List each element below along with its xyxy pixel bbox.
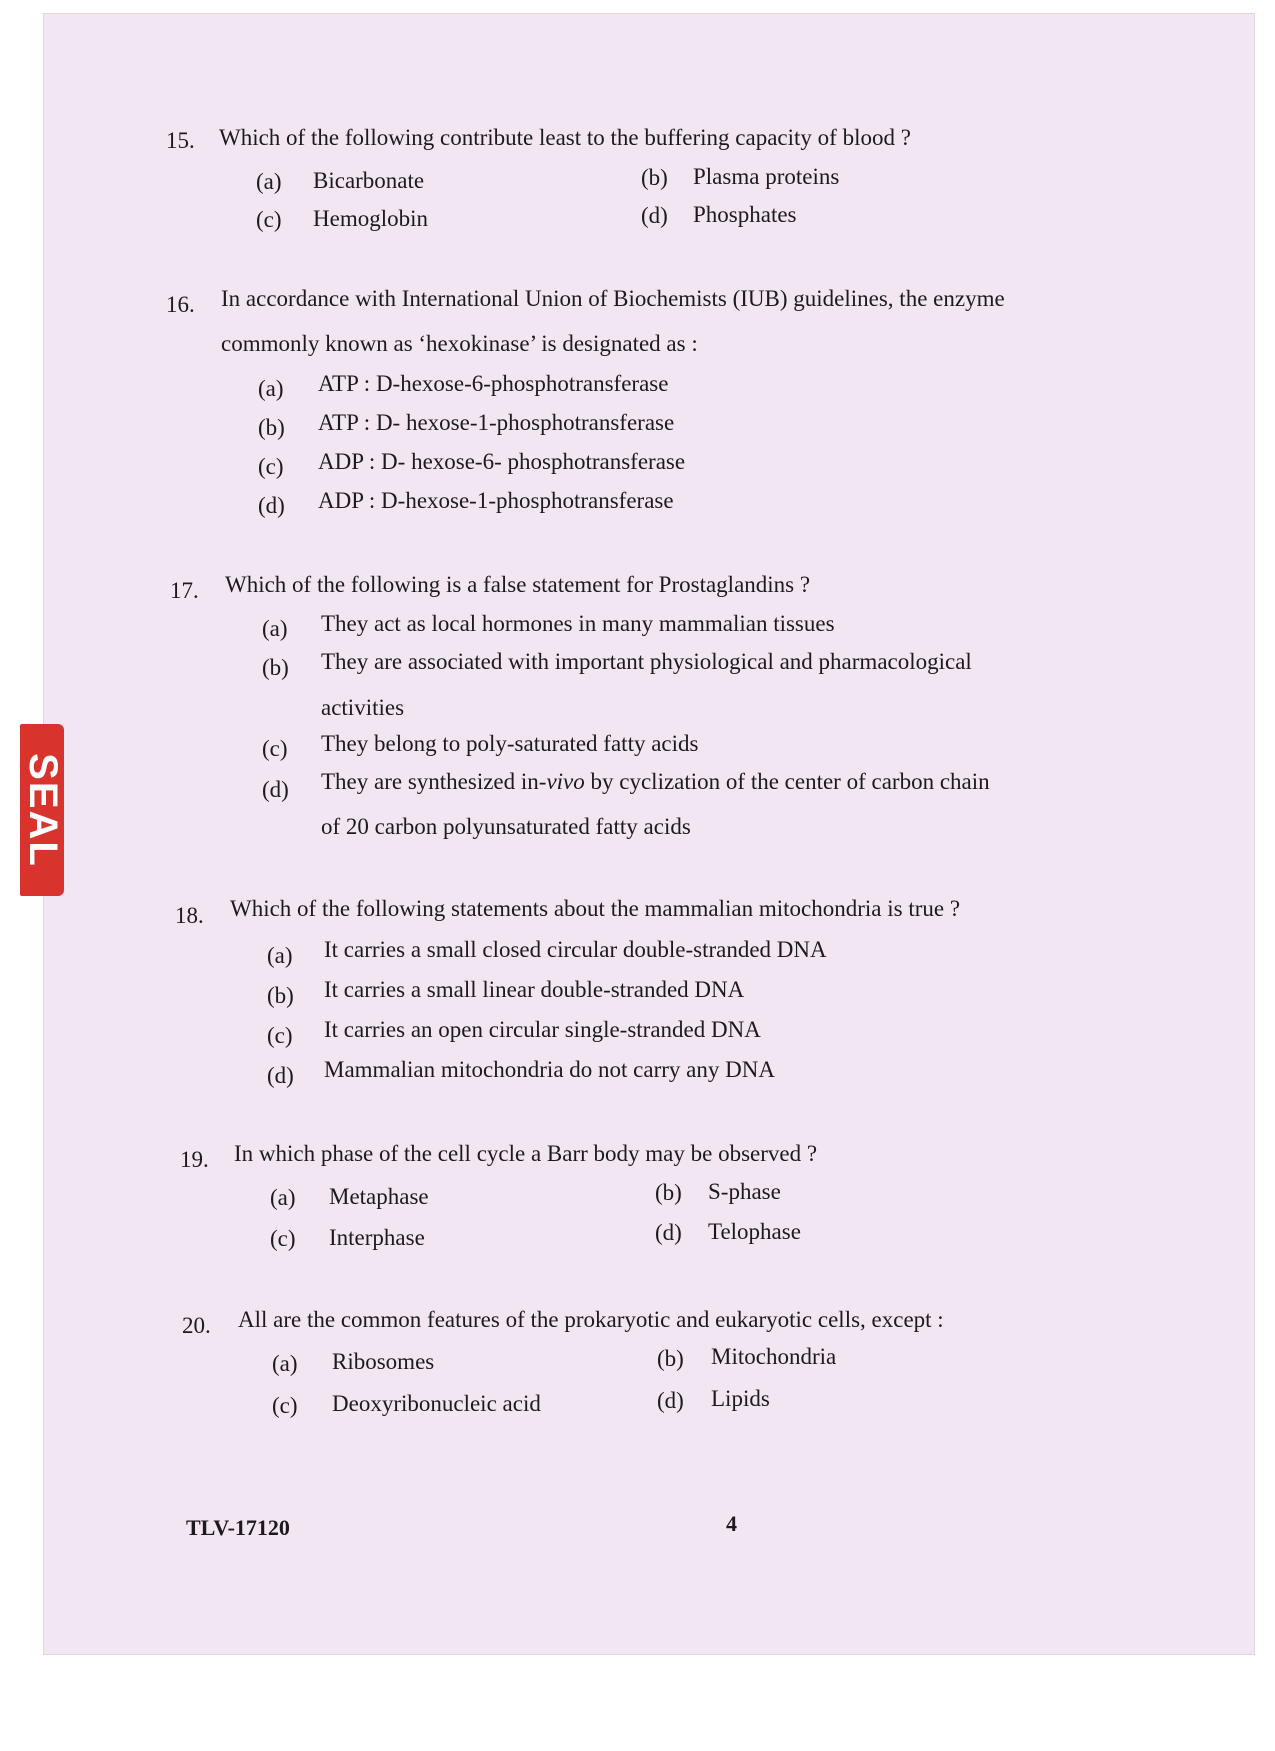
option-text: S-phase bbox=[708, 1179, 781, 1204]
question-number: 17. bbox=[170, 578, 199, 603]
option-text: ATP : D- hexose-1-phosphotransferase bbox=[318, 410, 675, 435]
option-label: (d) bbox=[655, 1220, 682, 1245]
option-label: (b) bbox=[267, 983, 294, 1008]
option-label: (b) bbox=[655, 1180, 682, 1205]
option-text: Ribosomes bbox=[332, 1349, 435, 1374]
option-label: (d) bbox=[262, 777, 289, 802]
question-number: 18. bbox=[175, 903, 204, 928]
option-text: Plasma proteins bbox=[693, 164, 840, 189]
question-text: Which of the following is a false statement for Prostaglandins ? bbox=[225, 572, 811, 597]
question-number: 20. bbox=[182, 1313, 211, 1338]
option-text: Deoxyribonucleic acid bbox=[332, 1391, 541, 1416]
paper-code: TLV-17120 bbox=[186, 1515, 290, 1540]
option-text: It carries an open circular single-stranded DNA bbox=[324, 1017, 761, 1042]
option-label: (c) bbox=[262, 736, 288, 761]
option-label: (b) bbox=[258, 415, 285, 440]
option-label: (a) bbox=[270, 1185, 296, 1210]
question-number: 15. bbox=[166, 128, 195, 153]
option-text: ADP : D- hexose-6- phosphotransferase bbox=[318, 449, 686, 474]
option-text: Hemoglobin bbox=[313, 206, 428, 231]
option-label: (c) bbox=[272, 1393, 298, 1418]
option-text: ATP : D-hexose-6-phosphotransferase bbox=[318, 371, 669, 396]
option-label: (b) bbox=[262, 655, 289, 680]
option-text: They belong to poly-saturated fatty acids bbox=[321, 731, 699, 756]
option-text: Lipids bbox=[711, 1386, 770, 1411]
question-text-line-1: In accordance with International Union of Biochemists (IUB) guidelines, the enzyme bbox=[221, 286, 1005, 311]
question-text: In which phase of the cell cycle a Barr body may be observed ? bbox=[234, 1141, 818, 1166]
option-label: (d) bbox=[641, 203, 668, 228]
option-text: Interphase bbox=[329, 1225, 425, 1250]
page-number: 4 bbox=[726, 1511, 737, 1536]
option-text-line-2: activities bbox=[321, 695, 405, 720]
option-label: (d) bbox=[657, 1388, 684, 1413]
option-text: Bicarbonate bbox=[313, 168, 425, 193]
seal-sticker: SEAL bbox=[20, 724, 64, 896]
option-text: They act as local hormones in many mammalian tissues bbox=[321, 611, 835, 636]
option-text: It carries a small linear double-stranded DNA bbox=[324, 977, 745, 1002]
question-number: 19. bbox=[180, 1147, 209, 1172]
option-label: (d) bbox=[258, 493, 285, 518]
option-label: (d) bbox=[267, 1063, 294, 1088]
option-label: (a) bbox=[258, 376, 284, 401]
option-label: (c) bbox=[270, 1226, 296, 1251]
option-label: (a) bbox=[272, 1351, 298, 1376]
option-label: (a) bbox=[256, 169, 282, 194]
option-text: Telophase bbox=[708, 1219, 801, 1244]
question-text: Which of the following statements about the mammalian mitochondria is true ? bbox=[230, 896, 961, 921]
option-text: Mitochondria bbox=[711, 1344, 837, 1369]
option-label: (a) bbox=[262, 616, 288, 641]
option-text-line-1: They are associated with important physiological and pharmacological bbox=[321, 649, 972, 674]
question-number: 16. bbox=[166, 292, 195, 317]
option-text: It carries a small closed circular double-stranded DNA bbox=[324, 937, 827, 962]
question-text: Which of the following contribute least to the buffering capacity of blood ? bbox=[219, 125, 911, 150]
option-label: (a) bbox=[267, 943, 293, 968]
question-text: All are the common features of the prokaryotic and eukaryotic cells, except : bbox=[238, 1307, 944, 1332]
option-label: (c) bbox=[267, 1023, 293, 1048]
option-text: Mammalian mitochondria do not carry any DNA bbox=[324, 1057, 775, 1082]
option-text: Metaphase bbox=[329, 1184, 429, 1209]
option-text: ADP : D-hexose-1-phosphotransferase bbox=[318, 488, 674, 513]
option-text-line-1: They are synthesized in-vivo by cyclization of the center of carbon chain bbox=[321, 769, 990, 794]
option-label: (c) bbox=[256, 207, 282, 232]
option-label: (b) bbox=[657, 1346, 684, 1371]
question-text-line-2: commonly known as ‘hexokinase’ is designated as : bbox=[221, 331, 698, 356]
option-text-line-2: of 20 carbon polyunsaturated fatty acids bbox=[321, 814, 691, 839]
option-label: (b) bbox=[641, 165, 668, 190]
option-text: Phosphates bbox=[693, 202, 797, 227]
option-label: (c) bbox=[258, 454, 284, 479]
